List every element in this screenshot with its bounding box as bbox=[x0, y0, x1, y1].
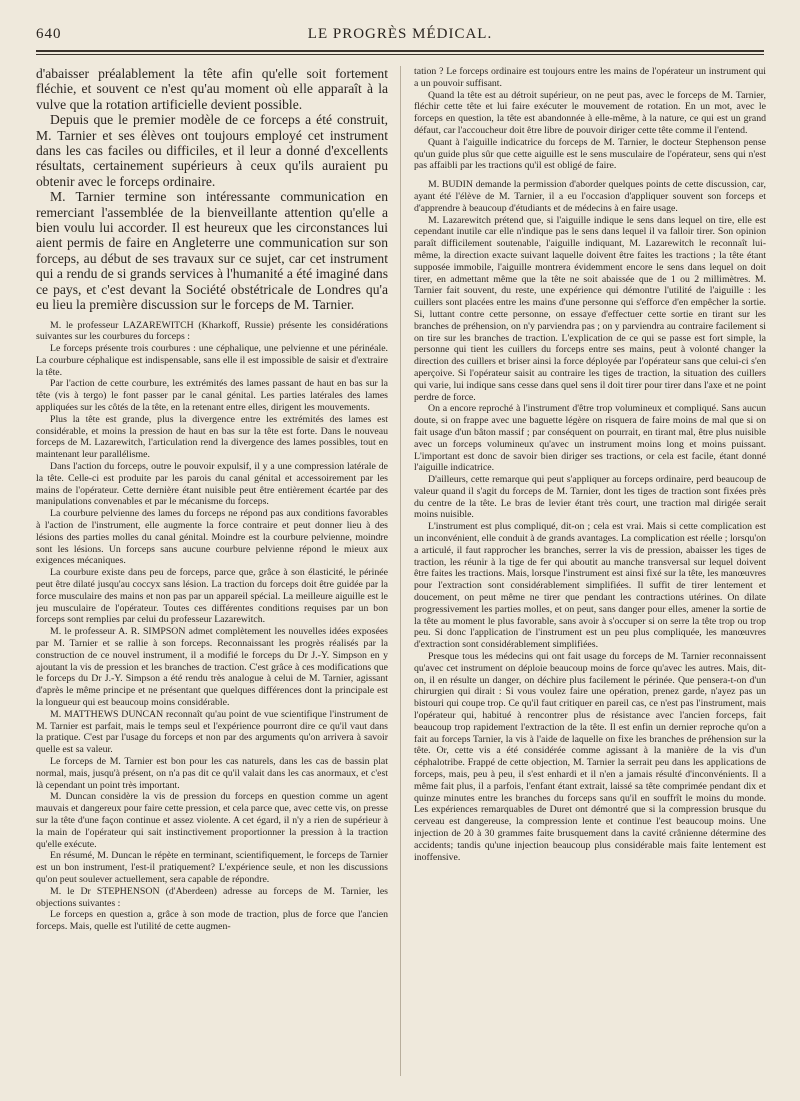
left-small-paragraph: Le forceps en question a, grâce à son mode de traction, plus de force que l'ancien forceps. Mais, quelle est l'utilité de cette augmen- bbox=[36, 909, 388, 933]
right-paragraph: Presque tous les médecins qui ont fait usage du forceps de M. Tarnier reconnaissent qu'avec cet instrument on déploie beaucoup moins de force qu'avec les autres. Mais, dit-on, il en résulte un danger, on déchire plus facilement le périnée. Que pensera-t-on d'un chirurgien qui dirait : Si vous voulez faire une opération, prenez garde, n'ayez pas un bistouri qui coupe trop. Ce qu'il faut critiquer en pareil cas, ce n'est pas l'instrument, mais l'opérateur qui, habitué à rencontrer plus de résistance avec l'ancien forceps, fait beaucoup trop rapidement l'extraction de la tête. Il est enfin un dernier reproche qu'on a fait au forceps Tarnier, la vis à l'aide de laquelle on fixe les branches de préhension sur la tête. Or, cette vis a été considérée comme agissant à la manière de la vis d'un céphalotribe. Frappé de cette objection, M. Tarnier la serrait peu dans les applications de forceps, mais, peu à peu, il s'est enhardi et il n'en a jamais résulté d'inconvénients. Il a même fait plus, il a parfois, l'enfant étant extrait, laissé sa tête comprimée pendant dix et quinze minutes entre les branches du forceps sans qu'il en souffrît le moins du monde. Les expériences remarquables de Duret ont démontré que si la compression brusque du cerveau est dangereuse, la compression lente et continue l'est beaucoup moins. Une injection de 20 à 30 grammes faite brusquement dans la cavité crânienne détermine des accidents; tandis qu'une injection beaucoup plus considérable mais faite lentement est inoffensive. bbox=[414, 651, 766, 863]
left-small-paragraph: Dans l'action du forceps, outre le pouvoir expulsif, il y a une compression latérale de la tête. Celle-ci est produite par les parois du canal génital et accessoirement par les mains de l'opérateur. Cette dernière étant nuisible peut être entièrement écartée par des manipulations convenables et par le mécanisme du forceps. bbox=[36, 461, 388, 508]
left-small-paragraph: Par l'action de cette courbure, les extrémités des lames passant de haut en bas sur la tête (vis à tergo) le font passer par le canal génital. Les parties latérales des lames appliquées sur les côtés de la tête, en la retenant entre elles, dirigent les mouvements. bbox=[36, 378, 388, 414]
header-rule-thick bbox=[36, 50, 764, 52]
right-paragraph: tation ? Le forceps ordinaire est toujours entre les mains de l'opérateur un instrument qui a un pouvoir suffisant. bbox=[414, 66, 766, 89]
left-small-paragraph: M. le Dr STEPHENSON (d'Aberdeen) adresse au forceps de M. Tarnier, les objections suivantes : bbox=[36, 885, 388, 909]
right-column bbox=[414, 66, 766, 1086]
page-header bbox=[36, 26, 764, 48]
header-rule-thin bbox=[36, 54, 764, 55]
left-small-paragraph: Le forceps de M. Tarnier est bon pour les cas naturels, dans les cas de bassin plat normal, mais, jusqu'à présent, on n'a pas dit ce qu'il valait dans les cas anormaux, et c'est là cependant un point très important. bbox=[36, 755, 388, 791]
left-small-paragraph: La courbure pelvienne des lames du forceps ne répond pas aux conditions favorables à l'action de l'instrument, elle augmente la force contraire et peut donner lieu à des lésions des parties molles du canal génital. Moindre est la courbure pelvienne, moindre sont les lésions. Un forceps sans aucune courbure pelvienne répond le mieux aux exigences mécaniques. bbox=[36, 508, 388, 567]
right-paragraph: L'instrument est plus compliqué, dit-on ; cela est vrai. Mais si cette complication est un inconvénient, elle conduit à de grands avantages. La complication est réelle ; lorsqu'on a articulé, il faut rapprocher les branches, serrer la vis de pression, abaisser les tiges de traction, les réunir à la tige de fer qui aboutit au manche transversal sur lequel doivent être faites les tractions. Mais, lorsque l'instrument est ainsi fixé sur la tête, les manœuvres pour l'extraction sont considérablement simplifiées. Il suffit de tirer lentement et doucement, on peut même ne tirer que pendant les contractions utérines. On dilate progressivement les parties molles, et on peut, sans danger pour elles, amener la sortie de la tête au moment le plus favorable, sans avoir à s'occuper si on serre la tête trop ou trop peu. Si donc l'application de l'instrument est un peu plus compliquée, les manœuvres d'extraction sont considérablement simplifiées. bbox=[414, 521, 766, 651]
left-small-paragraph: M. Duncan considère la vis de pression du forceps en question comme un agent mauvais et dangereux pour faire cette pression, et cela parce que, avec cette vis, on presse sur la tête d'une façon continue et assez violente. A cet égard, il n'y a rien de supérieur à la main de l'opérateur qui sait instinctivement proportionner la pression à la traction qu'elle exécute. bbox=[36, 791, 388, 850]
left-small-paragraph: M. le professeur LAZAREWITCH (Kharkoff, Russie) présente les considérations suivantes sur les courbures du forceps : bbox=[36, 319, 388, 343]
right-paragraph: Quand la tête est au détroit supérieur, on ne peut pas, avec le forceps de M. Tarnier, fléchir cette tête et lui faire exécuter le mouvement de rotation. En un mot, avec le forceps en question, la tête est abandonnée à elle-même, à la nature, ce qui est un grand défaut, car l'accoucheur doit être libre de pouvoir diriger cette tête comme il l'entend. bbox=[414, 89, 766, 136]
right-paragraph: On a encore reproché à l'instrument d'être trop volumineux et compliqué. Sans aucun doute, si on frappe avec une baguette légère on risquera de faire moins de mal que si on fait usage d'un bâton massif ; par conséquent on pourrait, en tirant mal, être plus nuisible avec un forceps volumineux qu'avec un instrument moins long et moins puissant. L'important est donc de savoir bien diriger ses tractions, or cela est facile, étant donné l'aiguille indicatrice. bbox=[414, 403, 766, 474]
right-paragraph: M. BUDIN demande la permission d'aborder quelques points de cette discussion, car, ayant été l'élève de M. Tarnier, il a eu l'occasion d'appliquer souvent son forceps et d'apprendre à beaucoup d'étudiants et de médecins à en faire usage. bbox=[414, 179, 766, 214]
left-column bbox=[36, 66, 388, 1086]
left-small-paragraph: M. MATTHEWS DUNCAN reconnaît qu'au point de vue scientifique l'instrument de M. Tarnier est parfait, mais le temps seul et l'expérience pourront dire ce qu'il vaut dans la pratique. C'est par l'usage du forceps et non par des arguments qu'on arrivera à savoir quelle est sa valeur. bbox=[36, 708, 388, 756]
left-small-paragraph: Le forceps présente trois courbures : une céphalique, une pelvienne et une périnéale. La courbure céphalique est indispensable, sans elle il est impossible de saisir et d'extraire la tête. bbox=[36, 343, 388, 378]
left-small-paragraph: M. le professeur A. R. SIMPSON admet complètement les nouvelles idées exposées par M. Tarnier et se rallie à son forceps. Reconnaissant les progrès réalisés par la construction de ce nouvel instrument, il a modifié le forceps du Dr J.-Y. Simpson en y ajoutant la vis de pression et les branches de traction. C'est grâce à ces modifications que le forceps du Dr J.-Y. Simpson a été rendu très analogue à celui de M. Tarnier, agissant d'après le même principe et ne présentant que quelques différences dont la principale est la longueur qui est beaucoup moins considérable. bbox=[36, 626, 388, 708]
left-small-paragraph: La courbure existe dans peu de forceps, parce que, grâce à son élasticité, le périnée peut être dilaté jusqu'au coccyx sans lésion. La traction du forceps doit être guidée par la force musculaire des mains et non pas par un appareil spécial. La meilleure aiguille est le jeu musculaire de l'opérateur. Toutes ces différentes conditions requises par un bon forceps sont remplies par celui du professeur Lazarewitch. bbox=[36, 567, 388, 626]
left-small-paragraph: Plus la tête est grande, plus la divergence entre les extrémités des lames est considérable, et moins la pression de haut en bas sur la tête est forte. Dans le nouveau forceps de M. Lazarewitch, l'articulation rend la divergence des lames possibles, tout en maintenant leur parallélisme. bbox=[36, 413, 388, 461]
left-paragraph: M. Tarnier termine son intéressante communication en remerciant l'assemblée de la bienveillante attention qu'elle a bien voulu lui accorder. Il est heureux que les circonstances lui aient permis de faire en Angleterre une communication sur son forceps, au début de ses travaux sur ce sujet, car cet instrument qui a rendu de si grands services à l'humanité a été imaginé dans ce pays, et c'est devant la Société obstétricale de Londres qu'a eu lieu la première discussion sur le forceps de M. Tarnier. bbox=[36, 189, 388, 313]
right-paragraph: D'ailleurs, cette remarque qui peut s'appliquer au forceps ordinaire, perd beaucoup de valeur quand il s'agit du forceps de M. Tarnier, dont les tiges de traction sont fixées près du centre de la tête. Le bras de levier étant très court, une traction mal dirigée serait moins nuisible. bbox=[414, 474, 766, 521]
left-paragraph: Depuis que le premier modèle de ce forceps a été construit, M. Tarnier et ses élèves ont toujours employé cet instrument dans les cas faciles ou difficiles, et il leur a donné d'excellents résultats, certainement supérieurs à ceux qu'ils auraient pu obtenir avec le forceps ordinaire. bbox=[36, 112, 388, 189]
left-paragraph: d'abaisser préalablement la tête afin qu'elle soit fortement fléchie, et souvent ce n'est qu'au moment où elle apparaît à la vulve que la rotation artificielle devient possible. bbox=[36, 66, 388, 112]
column-divider bbox=[400, 66, 401, 1076]
right-paragraph: M. Lazarewitch prétend que, si l'aiguille indique le sens dans lequel on tire, elle est cependant inutile car elle n'indique pas le sens dans lequel il va falloir tirer. Son opinion paraît difficilement soutenable, l'aiguille indiquant, M. Lazarewitch le reconnaît lui-même, la direction exacte suivant laquelle doivent être faites les tractions ; la tête étant supposée immobile, l'aiguille montrera évidemment encore le sens dans lequel on doit tirer, en admettant même que la tête ne soit abaissée que de 1 ou 2 millimètres. M. Tarnier fait souvent, du reste, une expérience qui démontre l'utilité de l'aiguille : les cuillers sont placées entre les mains d'une personne qui s'efforce d'en empêcher la sortie. Si, luttant contre cette personne, on essaye d'effectuer cette sortie en tirant sur les branches de préhension, on n'y parviendra pas ; on y parviendra au contraire facilement si on tire sur les branches de traction. L'explication de ce qui se passe est fort simple, la personne qui tient les cuillers du forceps entre ses mains, peut à volonté changer la direction des cuillers et briser ainsi la force déployée par l'opérateur sans que celui-ci s'en aperçoive. Si l'opérateur saisit au contraire les tiges de traction, la situation des cuillers qui varie, lui indique sans cesse dans quel sens il doit tirer pour tirer dans l'axe et ne point perdre de force. bbox=[414, 214, 766, 403]
journal-title: LE PROGRÈS MÉDICAL. bbox=[307, 26, 493, 42]
page-number: 640 bbox=[36, 26, 62, 42]
right-paragraph: Quant à l'aiguille indicatrice du forceps de M. Tarnier, le docteur Stephenson pense qu'un guide plus sûr que cette aiguille est le sens musculaire de l'opérateur, sens qui n'est pas affaibli par les tractions qu'il est obligé de faire. bbox=[414, 136, 766, 172]
left-small-paragraph: En résumé, M. Duncan le répète en terminant, scientifiquement, le forceps de Tarnier est un bon instrument, l'est-il pratiquement? L'expérience seule, et non les discussions qu'on peut soulever actuellement, sera capable de répondre. bbox=[36, 850, 388, 885]
